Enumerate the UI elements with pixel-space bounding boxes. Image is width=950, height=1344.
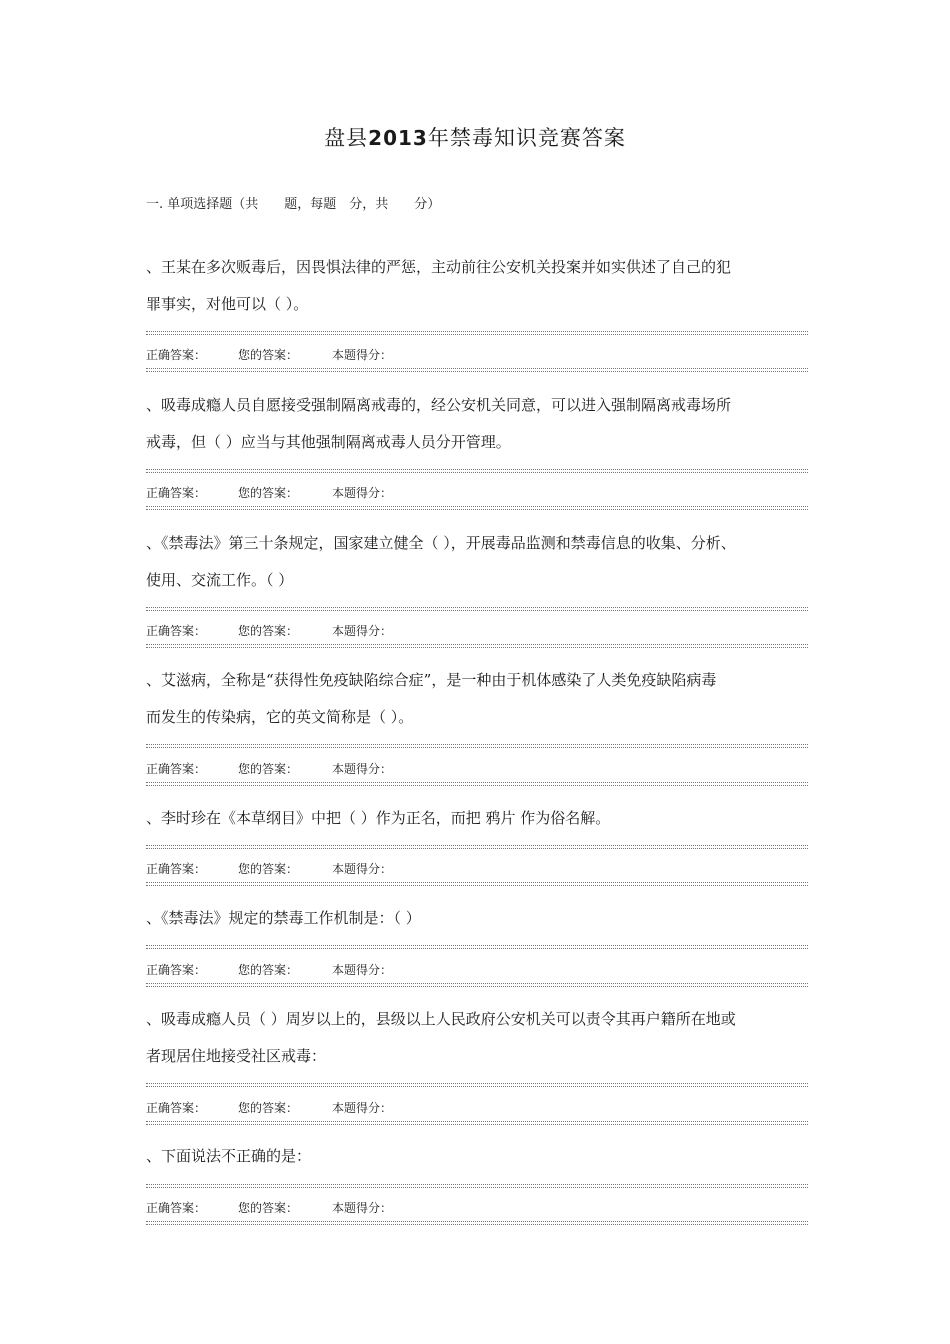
dotted-divider <box>146 469 808 473</box>
question-3 <box>146 525 808 599</box>
question-text-line: 者现居住地接受社区戒毒： <box>146 1047 327 1065</box>
answer-row <box>146 1099 392 1116</box>
dotted-divider <box>146 1184 808 1188</box>
correct-answer-label: 正确答案： <box>146 1101 207 1115</box>
correct-answer-label: 正确答案： <box>146 348 207 362</box>
dotted-divider <box>146 644 808 648</box>
score-label: 本题得分： <box>332 963 393 977</box>
correct-answer-label: 正确答案： <box>146 1201 207 1215</box>
question-text-line: 戒毒，但（ ）应当与其他强制隔离戒毒人员分开管理。 <box>146 433 511 451</box>
correct-answer-label: 正确答案： <box>146 862 207 876</box>
correct-answer-label: 正确答案： <box>146 762 207 776</box>
your-answer-label: 您的答案： <box>238 348 299 362</box>
question-1 <box>146 249 808 323</box>
question-text-line: 、李时珍在《本草纲目》中把（ ）作为正名，而把 鸦片 作为俗名解。 <box>146 809 611 827</box>
question-text-line: 、艾滋病，全称是“获得性免疫缺陷综合症”，是一种由于机体感染了人类免疫缺陷病毒 <box>146 671 717 689</box>
score-label: 本题得分： <box>332 862 393 876</box>
score-label: 本题得分： <box>332 762 393 776</box>
question-2 <box>146 387 808 461</box>
question-text-line: 、王某在多次贩毒后，因畏惧法律的严惩，主动前往公安机关投案并如实供述了自己的犯 <box>146 258 732 276</box>
dotted-divider <box>146 506 808 510</box>
answer-row <box>146 860 392 877</box>
correct-answer-label: 正确答案： <box>146 486 207 500</box>
question-text-line: 、吸毒成瘾人员（ ）周岁以上的，县级以上人民政府公安机关可以责令其再户籍所在地或 <box>146 1010 736 1028</box>
question-5 <box>146 800 808 837</box>
your-answer-label: 您的答案： <box>238 486 299 500</box>
dotted-divider <box>146 607 808 611</box>
question-7 <box>146 1001 808 1075</box>
your-answer-label: 您的答案： <box>238 1201 299 1215</box>
your-answer-label: 您的答案： <box>238 624 299 638</box>
question-4 <box>146 662 808 736</box>
question-text-line: 、下面说法不正确的是： <box>146 1147 312 1165</box>
answer-row <box>146 760 392 777</box>
correct-answer-label: 正确答案： <box>146 963 207 977</box>
question-8 <box>146 1138 808 1175</box>
score-label: 本题得分： <box>332 624 393 638</box>
question-text-line: 、《禁毒法》规定的禁毒工作机制是：（ ） <box>146 909 421 927</box>
dotted-divider <box>146 331 808 335</box>
document-title <box>0 122 950 152</box>
dotted-divider <box>146 1083 808 1087</box>
question-text-line: 使用、交流工作。（ ） <box>146 571 294 589</box>
answer-row <box>146 346 392 363</box>
answer-row <box>146 961 392 978</box>
question-text-line: 、《禁毒法》第三十条规定，国家建立健全（ ），开展毒品监测和禁毒信息的收集、分析、 <box>146 534 736 552</box>
score-label: 本题得分： <box>332 1101 393 1115</box>
dotted-divider <box>146 983 808 987</box>
correct-answer-label: 正确答案： <box>146 624 207 638</box>
dotted-divider <box>146 1221 808 1225</box>
section-heading: 一. 单项选择题（共 题，每题 分，共 分） <box>146 197 441 212</box>
score-label: 本题得分： <box>332 348 393 362</box>
answer-row <box>146 622 392 639</box>
your-answer-label: 您的答案： <box>238 862 299 876</box>
answer-row <box>146 484 392 501</box>
score-label: 本题得分： <box>332 486 393 500</box>
your-answer-label: 您的答案： <box>238 1101 299 1115</box>
score-label: 本题得分： <box>332 1201 393 1215</box>
title-suffix: 年禁毒知识竞赛答案 <box>427 126 626 150</box>
dotted-divider <box>146 845 808 849</box>
answer-row <box>146 1199 392 1216</box>
question-text-line: 、吸毒成瘾人员自愿接受强制隔离戒毒的，经公安机关同意，可以进入强制隔离戒毒场所 <box>146 396 732 414</box>
question-text-line: 而发生的传染病，它的英文简称是（ ）。 <box>146 708 414 726</box>
question-6 <box>146 900 808 937</box>
dotted-divider <box>146 1121 808 1125</box>
dotted-divider <box>146 945 808 949</box>
title-year: 2013 <box>368 126 428 150</box>
title-prefix: 盘县 <box>324 126 369 150</box>
your-answer-label: 您的答案： <box>238 963 299 977</box>
question-text-line: 罪事实，对他可以（ ）。 <box>146 295 309 313</box>
dotted-divider <box>146 744 808 748</box>
dotted-divider <box>146 882 808 886</box>
dotted-divider <box>146 782 808 786</box>
your-answer-label: 您的答案： <box>238 762 299 776</box>
dotted-divider <box>146 368 808 372</box>
